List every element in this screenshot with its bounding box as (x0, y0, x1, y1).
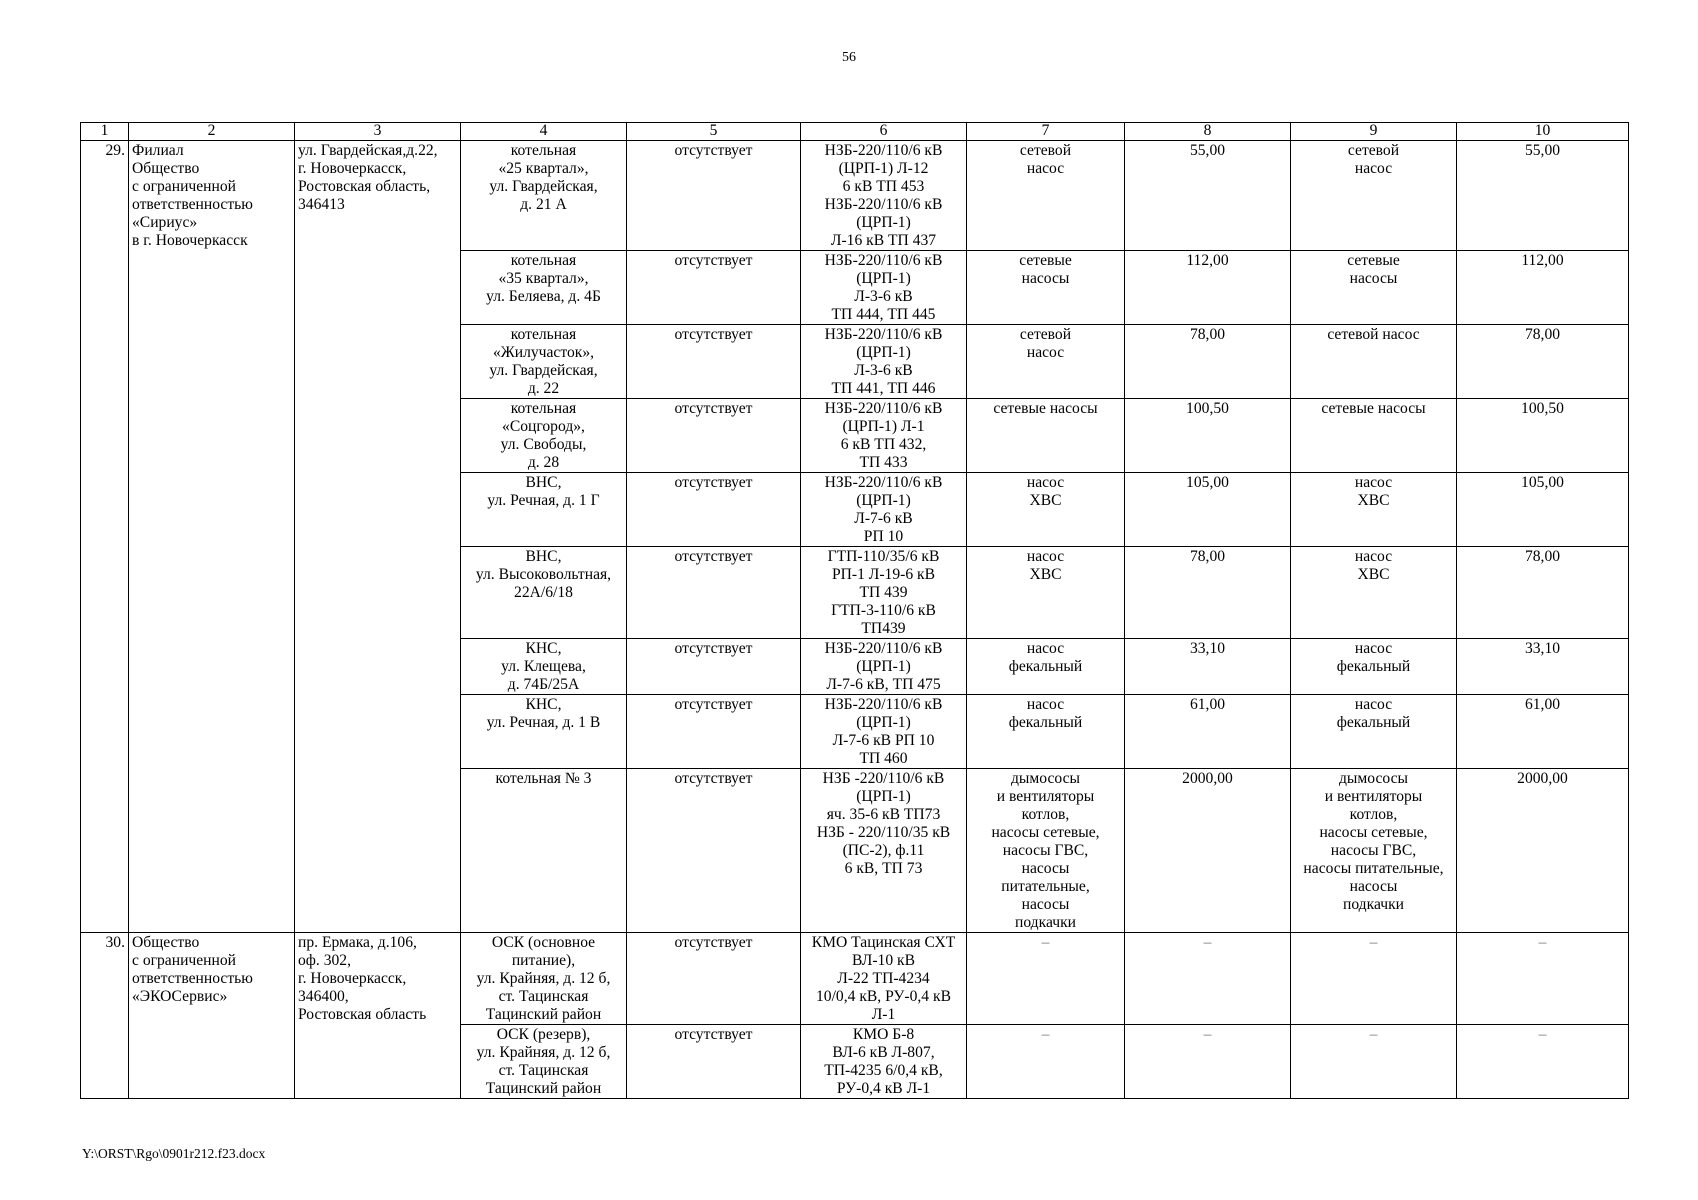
power-cell: – (1457, 1025, 1629, 1099)
equipment-cell: насос ХВС (967, 473, 1125, 547)
equipment-cell: – (1291, 1025, 1457, 1099)
power-source-cell: НЗБ-220/110/6 кВ (ЦРП-1) Л-7-6 кВ, ТП 475 (801, 639, 967, 695)
equipment-cell: дымососы и вентиляторы котлов, насосы сетевые, насосы ГВС, насосы питательные, насосы подкачки (967, 769, 1125, 933)
power-cell: 78,00 (1125, 325, 1291, 399)
equipment-cell: – (1291, 933, 1457, 1025)
object-cell: ВНС, ул. Речная, д. 1 Г (461, 473, 627, 547)
power-cell: 33,10 (1457, 639, 1629, 695)
power-cell: 112,00 (1125, 251, 1291, 325)
header-cell: 1 (81, 123, 129, 141)
power-cell: – (1125, 1025, 1291, 1099)
row-number-cell: 29. (81, 141, 129, 933)
address-cell: ул. Гвардейская,д.22, г. Новочеркасск, Ростовская область, 346413 (295, 141, 461, 933)
power-cell: 55,00 (1125, 141, 1291, 251)
power-cell: – (1125, 933, 1291, 1025)
object-cell: ОСК (резерв), ул. Крайняя, д. 12 б, ст. Тацинская Тацинский район (461, 1025, 627, 1099)
availability-cell: отсутствует (627, 769, 801, 933)
power-source-cell: ГТП-110/35/6 кВ РП-1 Л-19-6 кВ ТП 439 ГТП-3-110/6 кВ ТП439 (801, 547, 967, 639)
power-cell: 2000,00 (1457, 769, 1629, 933)
object-cell: котельная «25 квартал», ул. Гвардейская, д. 21 А (461, 141, 627, 251)
table-header-row (81, 123, 1629, 141)
power-cell: – (1457, 933, 1629, 1025)
header-cell: 3 (295, 123, 461, 141)
availability-cell: отсутствует (627, 1025, 801, 1099)
power-cell: 61,00 (1457, 695, 1629, 769)
power-cell: 105,00 (1125, 473, 1291, 547)
header-cell: 4 (461, 123, 627, 141)
object-cell: ОСК (основное питание), ул. Крайняя, д. 12 б, ст. Тацинская Тацинский район (461, 933, 627, 1025)
object-cell: котельная № 3 (461, 769, 627, 933)
power-cell: 78,00 (1125, 547, 1291, 639)
header-cell: 8 (1125, 123, 1291, 141)
equipment-cell: сетевой насос (1291, 141, 1457, 251)
organization-cell: Филиал Общество с ограниченной ответственностью «Сириус» в г. Новочеркасск (129, 141, 295, 933)
power-cell: 78,00 (1457, 547, 1629, 639)
header-cell: 7 (967, 123, 1125, 141)
availability-cell: отсутствует (627, 251, 801, 325)
power-cell: 33,10 (1125, 639, 1291, 695)
address-cell: пр. Ермака, д.106, оф. 302, г. Новочеркасск, 346400, Ростовская область (295, 933, 461, 1099)
power-source-cell: НЗБ-220/110/6 кВ (ЦРП-1) Л-12 6 кВ ТП 453 НЗБ-220/110/6 кВ (ЦРП-1) Л-16 кВ ТП 437 (801, 141, 967, 251)
availability-cell: отсутствует (627, 933, 801, 1025)
power-cell: 61,00 (1125, 695, 1291, 769)
power-source-cell: НЗБ-220/110/6 кВ (ЦРП-1) Л-7-6 кВ РП 10 (801, 473, 967, 547)
equipment-cell: дымососы и вентиляторы котлов, насосы сетевые, насосы ГВС, насосы питательные, насосы подкачки (1291, 769, 1457, 933)
equipment-cell: насос фекальный (967, 695, 1125, 769)
power-cell: 100,50 (1457, 399, 1629, 473)
availability-cell: отсутствует (627, 547, 801, 639)
equipment-cell: сетевые насосы (1291, 251, 1457, 325)
data-table (80, 122, 1629, 1099)
row-number-cell: 30. (81, 933, 129, 1099)
object-cell: КНС, ул. Клещева, д. 74Б/25А (461, 639, 627, 695)
header-cell: 5 (627, 123, 801, 141)
power-cell: 2000,00 (1125, 769, 1291, 933)
equipment-cell: насос фекальный (1291, 639, 1457, 695)
header-cell: 10 (1457, 123, 1629, 141)
table-row (81, 933, 1629, 1025)
object-cell: котельная «Жилучасток», ул. Гвардейская, д. 22 (461, 325, 627, 399)
power-cell: 55,00 (1457, 141, 1629, 251)
power-cell: 100,50 (1125, 399, 1291, 473)
equipment-cell: сетевой насос (1291, 325, 1457, 399)
equipment-cell: насос ХВС (1291, 547, 1457, 639)
equipment-cell: сетевые насосы (967, 251, 1125, 325)
table-row (81, 141, 1629, 251)
power-source-cell: НЗБ-220/110/6 кВ (ЦРП-1) Л-1 6 кВ ТП 432, ТП 433 (801, 399, 967, 473)
availability-cell: отсутствует (627, 325, 801, 399)
equipment-cell: сетевой насос (967, 141, 1125, 251)
power-source-cell: НЗБ-220/110/6 кВ (ЦРП-1) Л-7-6 кВ РП 10 ТП 460 (801, 695, 967, 769)
power-source-cell: КМО Б-8 ВЛ-6 кВ Л-807, ТП-4235 6/0,4 кВ, РУ-0,4 кВ Л-1 (801, 1025, 967, 1099)
availability-cell: отсутствует (627, 399, 801, 473)
power-cell: 78,00 (1457, 325, 1629, 399)
power-cell: 105,00 (1457, 473, 1629, 547)
header-cell: 6 (801, 123, 967, 141)
equipment-cell: насос фекальный (1291, 695, 1457, 769)
object-cell: котельная «35 квартал», ул. Беляева, д. 4Б (461, 251, 627, 325)
power-cell: 112,00 (1457, 251, 1629, 325)
equipment-cell: насос фекальный (967, 639, 1125, 695)
equipment-cell: насос ХВС (967, 547, 1125, 639)
equipment-cell: – (967, 1025, 1125, 1099)
availability-cell: отсутствует (627, 639, 801, 695)
organization-cell: Общество с ограниченной ответственностью «ЭКОСервис» (129, 933, 295, 1099)
equipment-cell: сетевые насосы (967, 399, 1125, 473)
page-number: 56 (842, 50, 856, 65)
equipment-cell: – (967, 933, 1125, 1025)
object-cell: котельная «Соцгород», ул. Свободы, д. 28 (461, 399, 627, 473)
header-cell: 9 (1291, 123, 1457, 141)
availability-cell: отсутствует (627, 473, 801, 547)
equipment-cell: сетевые насосы (1291, 399, 1457, 473)
power-source-cell: КМО Тацинская СХТ ВЛ-10 кВ Л-22 ТП-4234 10/0,4 кВ, РУ-0,4 кВ Л-1 (801, 933, 967, 1025)
power-source-cell: НЗБ-220/110/6 кВ (ЦРП-1) Л-3-6 кВ ТП 441, ТП 446 (801, 325, 967, 399)
equipment-cell: сетевой насос (967, 325, 1125, 399)
availability-cell: отсутствует (627, 695, 801, 769)
object-cell: ВНС, ул. Высоковольтная, 22А/6/18 (461, 547, 627, 639)
object-cell: КНС, ул. Речная, д. 1 В (461, 695, 627, 769)
file-path-footer: Y:\ORST\Rgo\0901r212.f23.docx (82, 1146, 266, 1161)
power-source-cell: НЗБ -220/110/6 кВ (ЦРП-1) яч. 35-6 кВ ТП73 НЗБ - 220/110/35 кВ (ПС-2), ф.11 6 кВ, ТП 73 (801, 769, 967, 933)
availability-cell: отсутствует (627, 141, 801, 251)
equipment-cell: насос ХВС (1291, 473, 1457, 547)
header-cell: 2 (129, 123, 295, 141)
power-source-cell: НЗБ-220/110/6 кВ (ЦРП-1) Л-3-6 кВ ТП 444, ТП 445 (801, 251, 967, 325)
